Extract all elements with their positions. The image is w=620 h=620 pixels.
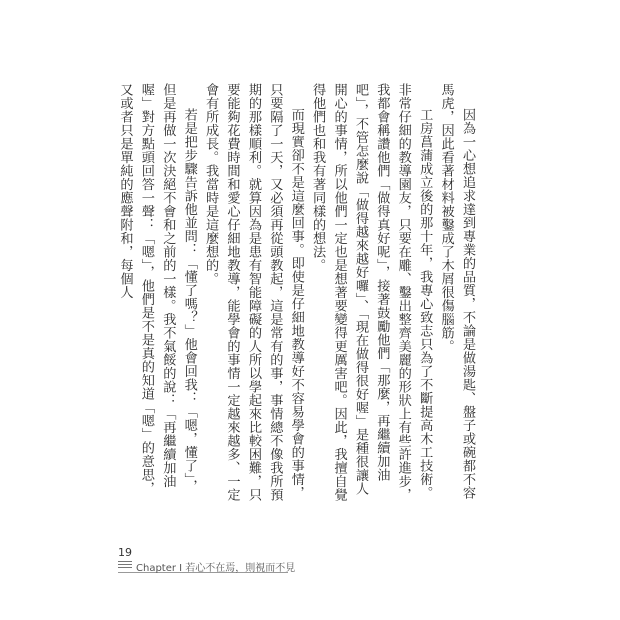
vertical-text-body bbox=[117, 83, 478, 503]
footer-decoration-lines bbox=[118, 561, 132, 570]
chapter-title: 若心不在焉，則視而不見 bbox=[185, 563, 296, 574]
page-number: 19 bbox=[118, 546, 132, 559]
paragraph-1: 因為一心想追求達到專業的品質，不論是做湯匙、盤子或碗都不容馬虎，因此看著材料被鑿成了木屑很傷腦筋。 bbox=[438, 83, 475, 500]
paragraph-3: 而現實卻不是這麼回事。即使是仔細地教導好不容易學會的事情，只要隔了一天，又必須再從頭教起，這是常有的事，事情總不像我所預期的那樣順利。就算因為是患有智能障礙的人所以學起來比較困難，只要能夠花費時間和愛心仔細地教導，能學會的事情一定越來越多、一定會有所成長。我當時是這麼想的。 bbox=[203, 83, 304, 502]
paragraph-4: 若是把步驟告訴他並問：「懂了嗎？」他會回我：「嗯，懂了」，但是再做一次決絕不會和之前的一樣。我不氣餒的說：「再繼續加油喔」對方點頭回答一聲：「嗯」，他們是不是真的知道「嗯」的意思，又或者只是單純的應聲附和，每個人 bbox=[117, 83, 197, 495]
running-footer bbox=[136, 559, 295, 574]
chapter-label: Chapter I bbox=[136, 563, 183, 574]
paragraph-2: 工房菖蒲成立後的那十年，我專心致志只為了不斷提高木工技術。非常仔細的教導園友，只要在雕、鑿出整齊美麗的形狀上有些許進步，我都會稱讚他們「做得真好呢」，接著鼓勵他們「那麼，再繼續加油吧」，不管怎麼說「做得越來越好囉」、「現在做得很好喔」是種很讓人開心的事情，所以他們一定也是想著要變得更厲害吧。因此，我擅自覺得他們也和我有著同樣的想法。 bbox=[310, 83, 433, 502]
